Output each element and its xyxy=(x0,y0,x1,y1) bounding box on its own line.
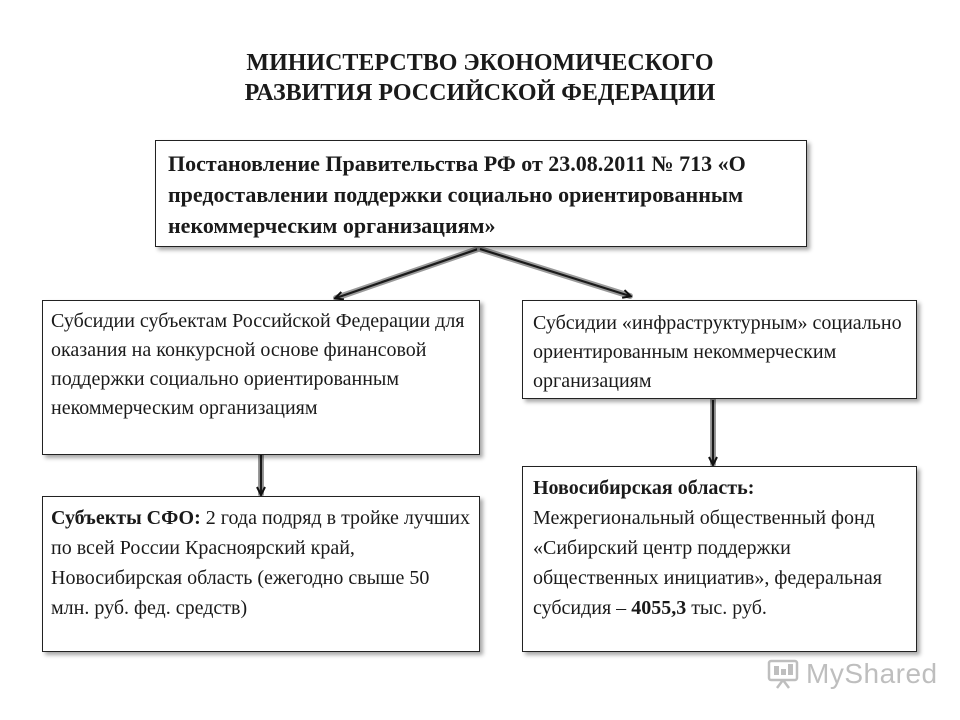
novosibirsk-box xyxy=(522,466,917,652)
watermark xyxy=(766,654,938,694)
subsidy-unit: тыс. руб. xyxy=(686,597,767,619)
page-title-line2: РАЗВИТИЯ РОССИЙСКОЙ ФЕДЕРАЦИИ xyxy=(244,80,716,106)
arrow-to-right-subsidy xyxy=(480,249,630,296)
subsidy-amount: 4055,3 xyxy=(631,597,687,619)
novosibirsk-text: Межрегиональный общественный фонд «Сибирский центр поддержки общественных инициатив», федеральная субсидия – xyxy=(533,507,882,619)
resolution-text: Постановление Правительства РФ от 23.08.2011 № 713 «О предоставлении поддержки социально ориентированным некоммерческим организациям» xyxy=(168,151,746,238)
infrastructure-subsidy-box xyxy=(522,300,917,399)
sfo-novosibirsk-text: Новосибирская область (ежегодно свыше 50 млн. руб. фед. средств) xyxy=(51,567,430,619)
arrow-to-left-subsidy xyxy=(336,249,478,298)
watermark-text: MyShared xyxy=(806,658,938,689)
page-title xyxy=(0,48,960,108)
sfo-subjects-box xyxy=(42,496,480,652)
infrastructure-subsidy-text: Субсидии «инфраструктурным» социально ориентированным некоммерческим организациям xyxy=(533,312,902,392)
regional-subsidy-text: Субсидии субъектам Российской Федерации для оказания на конкурсной основе финансовой поддержки социально ориентированным некоммерческим организациям xyxy=(51,310,465,419)
novosibirsk-heading: Новосибирская область: xyxy=(533,477,755,499)
presentation-board-icon xyxy=(766,657,800,691)
page-title-line1: МИНИСТЕРСТВО ЭКОНОМИЧЕСКОГО xyxy=(246,50,714,76)
regional-subsidy-box xyxy=(42,300,480,455)
sfo-subjects-heading: Субъекты СФО: xyxy=(51,507,201,529)
resolution-box xyxy=(155,140,807,247)
sfo-subjects-text: 2 года подряд в тройке лучших по всей России Красноярский край, xyxy=(51,507,470,559)
